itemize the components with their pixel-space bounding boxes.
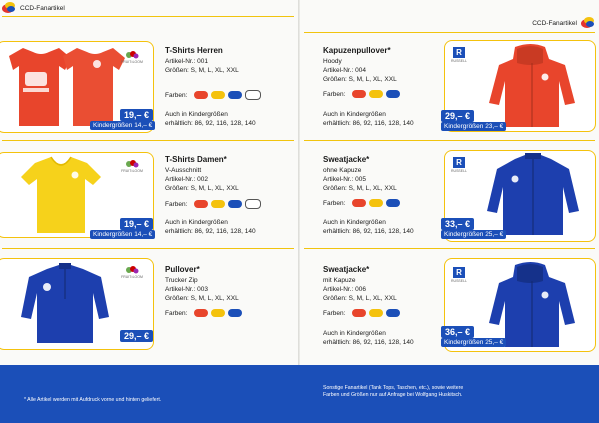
kids-note-line2: erhältlich: 86, 92, 116, 128, 140 — [165, 120, 256, 127]
color-swatch-yellow — [369, 199, 383, 207]
color-swatch-blue — [228, 91, 242, 99]
divider — [2, 248, 294, 249]
colors-label: Farben: — [323, 199, 346, 207]
product-info — [165, 265, 295, 303]
product-title: Pullover* — [165, 265, 200, 274]
product-article: Artikel-Nr.: 006 — [323, 286, 366, 293]
kids-note-line1: Auch in Kindergrößen — [165, 111, 228, 118]
footer-note-right-line2: Farben und Größen nur auf Anfrage bei Wolfgang Huskitsch. — [323, 392, 463, 398]
product-article: Artikel-Nr.: 005 — [323, 176, 366, 183]
price-badge: 33,– € — [441, 218, 474, 230]
product-sizes: Größen: S, M, L, XL, XXL — [165, 185, 239, 192]
brand-logo-russell: R — [453, 157, 465, 168]
product-subtitle: mit Kapuze — [323, 277, 356, 284]
product-title: Sweatjacke* — [323, 265, 370, 274]
color-swatch-red — [352, 199, 366, 207]
divider — [2, 140, 294, 141]
kids-note-line2: erhältlich: 86, 92, 116, 128, 140 — [323, 228, 414, 235]
product-info — [165, 46, 295, 75]
product-article: Artikel-Nr.: 003 — [165, 286, 208, 293]
color-swatch-red — [194, 91, 208, 99]
colors-label: Farben: — [165, 309, 188, 317]
header-title-right: CCD-Fanartikel — [532, 19, 577, 27]
header-rule-left — [2, 16, 294, 17]
kids-note-line1: Auch in Kindergrößen — [323, 219, 386, 226]
brand-label: RUSSELL — [451, 169, 467, 173]
color-swatch-red — [194, 200, 208, 208]
header-right — [532, 17, 595, 29]
brand-logo-russell: R — [453, 267, 465, 278]
price-badge: 29,– € — [441, 110, 474, 122]
product-info — [165, 155, 295, 193]
header-title-left: CCD-Fanartikel — [20, 4, 65, 12]
kid-price-badge: Kindergrößen 14,– € — [90, 230, 155, 239]
colors-label: Farben: — [165, 91, 188, 99]
fruit-logo-icon — [125, 265, 139, 275]
color-swatch-yellow — [369, 90, 383, 98]
color-row — [165, 309, 242, 317]
product-sizes: Größen: S, M, L, XL, XXL — [323, 76, 397, 83]
product-title: T-Shirts Herren — [165, 46, 223, 55]
fruit-logo-icon — [125, 159, 139, 169]
kids-note-line1: Auch in Kindergrößen — [323, 111, 386, 118]
product-subtitle: Hoody — [323, 58, 342, 65]
product-subtitle: V-Ausschnitt — [165, 167, 202, 174]
product-article: Artikel-Nr.: 002 — [165, 176, 208, 183]
color-row — [165, 90, 261, 100]
colors-label: Farben: — [323, 309, 346, 317]
kids-note-line2: erhältlich: 86, 92, 116, 128, 140 — [323, 339, 414, 346]
kids-note — [165, 218, 256, 236]
colors-label: Farben: — [165, 200, 188, 208]
color-swatch-blue — [228, 309, 242, 317]
kid-price-badge: Kindergrößen 23,– € — [441, 122, 506, 131]
color-swatch-red — [352, 309, 366, 317]
kids-note-line2: erhältlich: 86, 92, 116, 128, 140 — [323, 120, 414, 127]
kids-note — [323, 110, 414, 128]
product-title: T-Shirts Damen* — [165, 155, 227, 164]
product-article: Artikel-Nr.: 004 — [323, 67, 366, 74]
price-badge: 19,– € — [120, 109, 153, 121]
footer-note-left: * Alle Artikel werden mit Aufdruck vorne und hinten geliefert. — [24, 397, 162, 403]
product-sizes: Größen: S, M, L, XL, XXL — [323, 295, 397, 302]
header-left — [2, 2, 65, 14]
brand-logo-russell: R — [453, 47, 465, 58]
kid-price-badge: Kindergrößen 14,– € — [90, 121, 155, 130]
color-swatch-blue — [228, 200, 242, 208]
divider — [304, 248, 595, 249]
ccd-logo-icon — [581, 17, 595, 29]
kid-price-badge: Kindergrößen 25,– € — [441, 230, 506, 239]
footer-note-right-line1: Sonstige Fanartikel (Tank Tops, Taschen, etc.), sowie weitere — [323, 385, 464, 391]
footer-band — [0, 365, 599, 423]
product-title: Kapuzenpullover* — [323, 46, 391, 55]
product-sizes: Größen: S, M, L, XL, XXL — [165, 295, 239, 302]
price-badge: 36,– € — [441, 326, 474, 338]
color-swatch-blue — [386, 199, 400, 207]
brand-label: RUSSELL — [451, 59, 467, 63]
price-badge: 19,– € — [120, 218, 153, 230]
brand-label: RUSSELL — [451, 279, 467, 283]
kids-note — [323, 218, 414, 236]
divider — [304, 140, 595, 141]
page-fold — [298, 0, 300, 423]
color-swatch-white — [245, 90, 261, 100]
ccd-logo-icon — [2, 2, 16, 14]
color-swatch-blue — [386, 90, 400, 98]
price-badge: 29,– € — [120, 330, 153, 342]
kids-note-line1: Auch in Kindergrößen — [165, 219, 228, 226]
product-info — [323, 265, 453, 303]
color-swatch-yellow — [211, 309, 225, 317]
product-subtitle: Trucker Zip — [165, 277, 198, 284]
product-sizes: Größen: S, M, L, XL, XXL — [165, 67, 239, 74]
color-swatch-red — [352, 90, 366, 98]
color-swatch-yellow — [211, 91, 225, 99]
color-row — [323, 199, 400, 207]
product-sizes: Größen: S, M, L, XL, XXL — [323, 185, 397, 192]
kids-note — [323, 329, 414, 347]
colors-label: Farben: — [323, 90, 346, 98]
kids-note-line1: Auch in Kindergrößen — [323, 330, 386, 337]
brand-label: FRUIT•LOOM — [121, 275, 143, 279]
fruit-logo-icon — [125, 50, 139, 60]
product-article: Artikel-Nr.: 001 — [165, 58, 208, 65]
brand-label: FRUIT•LOOM — [121, 169, 143, 173]
color-swatch-white — [245, 199, 261, 209]
kids-note — [165, 110, 256, 128]
kid-price-badge: Kindergrößen 25,– € — [441, 338, 506, 347]
kids-note-line2: erhältlich: 86, 92, 116, 128, 140 — [165, 228, 256, 235]
product-info — [323, 155, 453, 193]
footer-note-right — [323, 385, 463, 399]
product-title: Sweatjacke* — [323, 155, 370, 164]
brand-label: FRUIT•LOOM — [121, 60, 143, 64]
header-rule-right — [304, 32, 595, 33]
color-row — [165, 199, 261, 209]
color-swatch-red — [194, 309, 208, 317]
color-swatch-yellow — [369, 309, 383, 317]
color-row — [323, 90, 400, 98]
color-row — [323, 309, 400, 317]
color-swatch-yellow — [211, 200, 225, 208]
product-info — [323, 46, 453, 84]
product-subtitle: ohne Kapuze — [323, 167, 362, 174]
color-swatch-blue — [386, 309, 400, 317]
